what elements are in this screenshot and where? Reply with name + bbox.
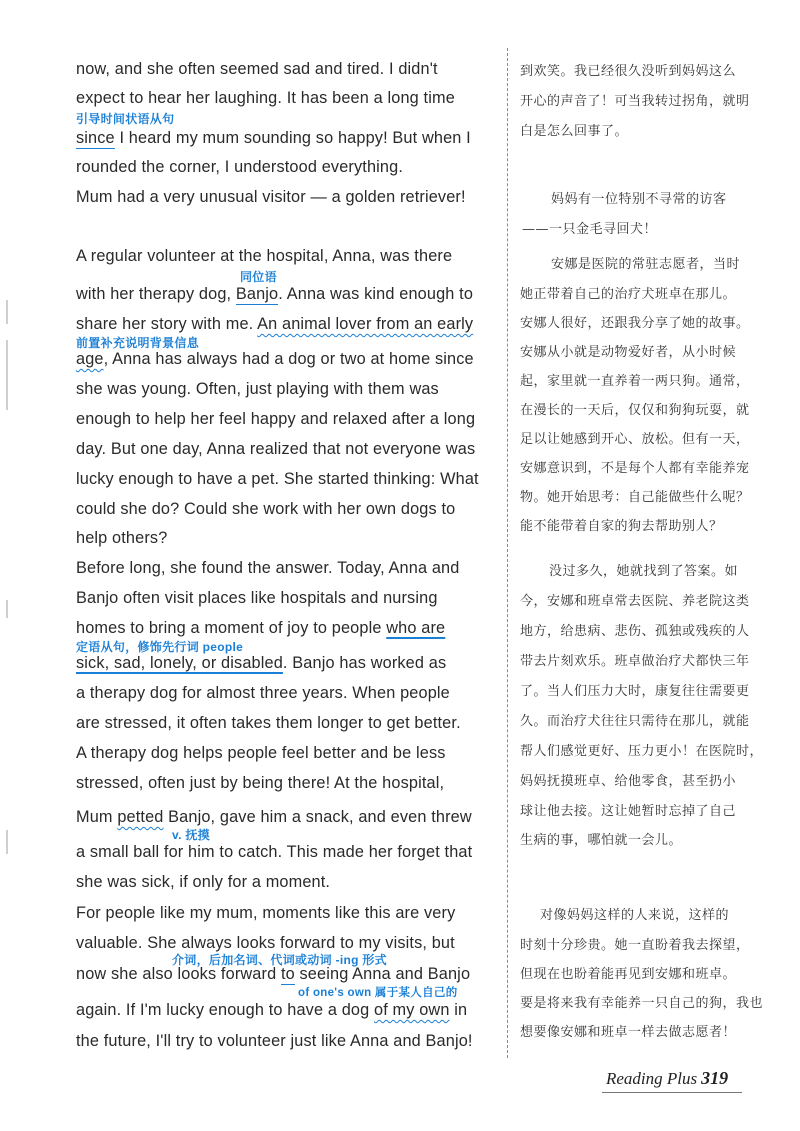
text-segment: seeing Anna and Banjo: [294, 965, 471, 983]
text-line: [76, 965, 470, 984]
margin-mark: [6, 600, 8, 618]
text-segment: in: [449, 1001, 468, 1019]
translation-line: 带去片刻欢乐。班卓做治疗犬都快三年: [520, 654, 750, 669]
text-line: [76, 619, 445, 638]
text-line: Banjo often visit places like hospitals and nursing: [76, 589, 438, 607]
text-segment: homes to bring a moment of joy to people: [76, 619, 387, 637]
text-line: are stressed, it often takes them longer to get better.: [76, 714, 461, 732]
annotation-attributive-clause: 定语从句，修饰先行词 people: [76, 640, 244, 654]
wavy-of-my-own: of my own: [374, 1001, 450, 1019]
text-line: the future, I'll try to volunteer just like Anna and Banjo!: [76, 1032, 473, 1050]
underlined-sick-sad: sick, sad, lonely, or disabled: [76, 654, 283, 672]
text-segment: with her therapy dog,: [76, 285, 236, 303]
translation-line: 安娜人很好，还跟我分享了她的故事。: [520, 316, 750, 331]
page-number: 319: [701, 1068, 729, 1088]
text-segment: , Anna has always had a dog or two at home since: [103, 350, 474, 368]
footer-rule: [602, 1092, 742, 1093]
translation-line: 开心的声音了！可当我转过拐角，就明: [520, 94, 750, 109]
text-line: expect to hear her laughing. It has been a long time: [76, 89, 455, 107]
annotation-of-ones-own: of one's own 属于某人自己的: [298, 987, 458, 999]
book-title: Reading Plus: [606, 1069, 698, 1088]
wavy-animal-lover: An animal lover from an early: [257, 315, 474, 333]
translation-line: 在漫长的一天后，仅仅和狗狗玩耍，就: [520, 403, 750, 418]
column-divider: [507, 48, 508, 1058]
text-line: Before long, she found the answer. Today, Anna and: [76, 559, 460, 577]
text-line: a therapy dog for almost three years. When people: [76, 684, 450, 702]
annotation-preposition: 介词，后加名词、代词或动词 -ing 形式: [172, 953, 387, 967]
text-line: now, and she often seemed sad and tired. I didn't: [76, 60, 438, 78]
underlined-since: since: [76, 129, 115, 147]
translation-line: 时刻十分珍贵。她一直盼着我去探望，: [520, 938, 750, 953]
text-line: [76, 808, 472, 827]
translation-line: 安娜意识到，不是每个人都有幸能养宠: [520, 461, 750, 476]
translation-line: 没过多久，她就找到了答案。如: [549, 564, 739, 579]
annotation-appositive: 同位语: [240, 270, 277, 284]
text-line: could she do? Could she work with her own dogs to: [76, 500, 456, 518]
translation-line: 对像妈妈这样的人来说，这样的: [540, 908, 730, 923]
text-line: she was sick, if only for a moment.: [76, 873, 331, 891]
annotation-verb-stroke: v. 抚摸: [172, 828, 210, 842]
text-line: day. But one day, Anna realized that not everyone was: [76, 440, 476, 458]
translation-line: 能不能带着自家的狗去帮助别人？: [520, 519, 723, 534]
margin-mark: [6, 340, 8, 410]
text-segment: . Banjo has worked as: [282, 654, 447, 672]
translation-line: 地方，给患病、悲伤、孤独或残疾的人: [520, 624, 750, 639]
text-line: [76, 315, 473, 334]
text-segment: now she also looks forward: [76, 965, 281, 983]
translation-line: 安娜是医院的常驻志愿者，当时: [551, 257, 741, 272]
translation-line: 足以让她感到开心、放松。但有一天，: [520, 432, 750, 447]
text-line: a small ball for him to catch. This made her forget that: [76, 843, 473, 861]
text-segment: Mum: [76, 808, 118, 826]
translation-line: 妈妈抚摸班卓、给他零食，甚至扔小: [520, 774, 737, 789]
text-line: stressed, often just by being there! At the hospital,: [76, 774, 445, 792]
underlined-who-are: who are: [386, 619, 446, 637]
translation-line: 妈妈有一位特别不寻常的访客: [551, 192, 727, 207]
page-footer: [606, 1068, 728, 1089]
text-line: enough to help her feel happy and relaxed after a long: [76, 410, 476, 428]
translation-line: 生病的事，哪怕就一会儿。: [520, 833, 683, 848]
annotation-adverbial-clause: 引导时间状语从句: [76, 112, 175, 126]
translation-line: 球让他去接。这让她暂时忘掉了自己: [520, 804, 737, 819]
text-line: [76, 285, 473, 304]
wavy-petted: petted: [117, 808, 164, 826]
translation-line: 但现在也盼着能再见到安娜和班卓。: [520, 967, 737, 982]
underlined-to: to: [280, 965, 295, 983]
text-line: A regular volunteer at the hospital, Anna, was there: [76, 247, 453, 265]
translation-line: 要是将来我有幸能养一只自己的狗，我也: [520, 996, 764, 1011]
translation-line: 物。她开始思考：自己能做些什么呢？: [520, 490, 750, 505]
text-segment: share her story with me.: [76, 315, 258, 333]
text-segment: Banjo, gave him a snack, and even threw: [163, 808, 472, 826]
text-line: Mum had a very unusual visitor — a golden retriever!: [76, 188, 466, 206]
margin-mark: [6, 300, 8, 324]
translation-line: 起，家里就一直养着一两只狗。通常，: [520, 374, 750, 389]
underlined-banjo: Banjo: [235, 285, 279, 303]
translation-line: 她正带着自己的治疗犬班卓在那儿。: [520, 287, 737, 302]
text-line: she was young. Often, just playing with them was: [76, 380, 439, 398]
text-line: [76, 1001, 467, 1020]
text-line: [76, 654, 446, 673]
text-segment: again. If I'm lucky enough to have a dog: [76, 1001, 374, 1019]
translation-line: 想要像安娜和班卓一样去做志愿者！: [520, 1025, 737, 1040]
translation-line: ——一只金毛寻回犬！: [522, 222, 658, 237]
translation-line: 久。而治疗犬往往只需待在那儿，就能: [520, 714, 750, 729]
text-line: For people like my mum, moments like this are very: [76, 904, 456, 922]
translation-line: 今，安娜和班卓常去医院、养老院这类: [520, 594, 750, 609]
text-line: [76, 129, 471, 148]
annotation-background-info: 前置补充说明背景信息: [76, 336, 200, 350]
text-line: rounded the corner, I understood everything.: [76, 158, 404, 176]
translation-line: 安娜从小就是动物爱好者，从小时候: [520, 345, 737, 360]
text-line: help others?: [76, 529, 168, 547]
text-line: lucky enough to have a pet. She started thinking: What: [76, 470, 479, 488]
translation-line: 帮人们感觉更好、压力更小！在医院时，: [520, 744, 764, 759]
text-line: [76, 350, 474, 369]
wavy-age: age: [76, 350, 104, 368]
translation-line: 白是怎么回事了。: [520, 124, 629, 139]
text-segment: I heard my mum sounding so happy! But when I: [114, 129, 471, 147]
text-line: A therapy dog helps people feel better and be less: [76, 744, 446, 762]
text-segment: . Anna was kind enough to: [278, 285, 474, 303]
translation-line: 了。当人们压力大时，康复往往需要更: [520, 684, 750, 699]
text-line: valuable. She always looks forward to my visits, but: [76, 934, 455, 952]
translation-line: 到欢笑。我已经很久没听到妈妈这么: [520, 64, 737, 79]
margin-mark: [6, 830, 8, 854]
